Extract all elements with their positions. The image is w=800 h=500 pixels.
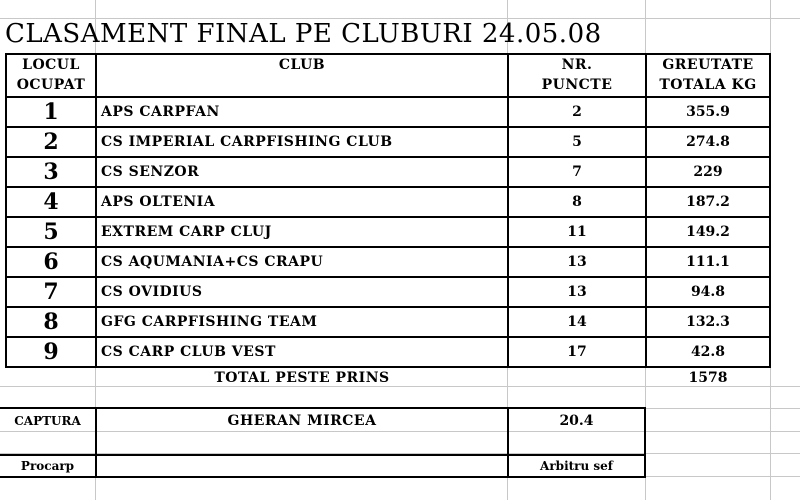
points-cell: 17 (567, 344, 587, 360)
header-weight-line1: GREUTATE (662, 57, 754, 73)
points-cell: 2 (572, 104, 582, 120)
border (644, 407, 646, 478)
rank-cell: 8 (43, 309, 59, 335)
weight-cell: 111.1 (686, 254, 730, 270)
points-cell: 11 (567, 224, 587, 240)
weight-cell: 229 (693, 164, 723, 180)
points-cell: 13 (567, 254, 587, 270)
weight-cell: 132.3 (686, 314, 730, 330)
rank-cell: 2 (43, 129, 59, 155)
club-cell: CS IMPERIAL CARPFISHING CLUB (101, 134, 393, 150)
border (769, 53, 771, 368)
weight-cell: 42.8 (690, 344, 726, 360)
club-cell: APS CARPFAN (101, 104, 220, 120)
rank-cell: 4 (43, 189, 59, 215)
rank-cell: 6 (43, 249, 59, 275)
weight-cell: 149.2 (686, 224, 730, 240)
club-cell: APS OLTENIA (101, 194, 216, 210)
footer-left: Procarp (20, 459, 75, 473)
rank-cell: 1 (43, 99, 59, 125)
points-cell: 7 (572, 164, 582, 180)
club-cell: EXTREM CARP CLUJ (101, 224, 272, 240)
capture-name: GHERAN MIRCEA (227, 413, 377, 429)
capture-value: 20.4 (559, 413, 594, 429)
rank-cell: 9 (43, 339, 59, 365)
header-rank-line1: LOCUL (22, 57, 80, 73)
club-cell: GFG CARPFISHING TEAM (101, 314, 318, 330)
total-value: 1578 (688, 370, 728, 386)
header-club: CLUB (278, 57, 326, 73)
rank-cell: 5 (43, 219, 59, 245)
club-cell: CS SENZOR (101, 164, 200, 180)
header-rank-line2: OCUPAT (16, 77, 86, 93)
points-cell: 8 (572, 194, 582, 210)
page-title: CLASAMENT FINAL PE CLUBURI 24.05.08 (5, 19, 602, 49)
rank-cell: 7 (43, 279, 59, 305)
rank-cell: 3 (43, 159, 59, 185)
header-points-line2: PUNCTE (541, 77, 613, 93)
weight-cell: 274.8 (686, 134, 730, 150)
club-cell: CS CARP CLUB VEST (101, 344, 276, 360)
points-cell: 5 (572, 134, 582, 150)
header-weight-line2: TOTALA KG (659, 77, 757, 93)
points-cell: 14 (567, 314, 587, 330)
header-points-line1: NR. (561, 57, 593, 73)
weight-cell: 187.2 (686, 194, 730, 210)
total-label: TOTAL PESTE PRINS (214, 370, 390, 386)
points-cell: 13 (567, 284, 587, 300)
weight-cell: 94.8 (690, 284, 726, 300)
weight-cell: 355.9 (686, 104, 730, 120)
footer-right: Arbitru sef (540, 459, 613, 473)
capture-label: CAPTURA (14, 414, 81, 428)
club-cell: CS OVIDIUS (101, 284, 203, 300)
club-cell: CS AQUMANIA+CS CRAPU (101, 254, 324, 270)
